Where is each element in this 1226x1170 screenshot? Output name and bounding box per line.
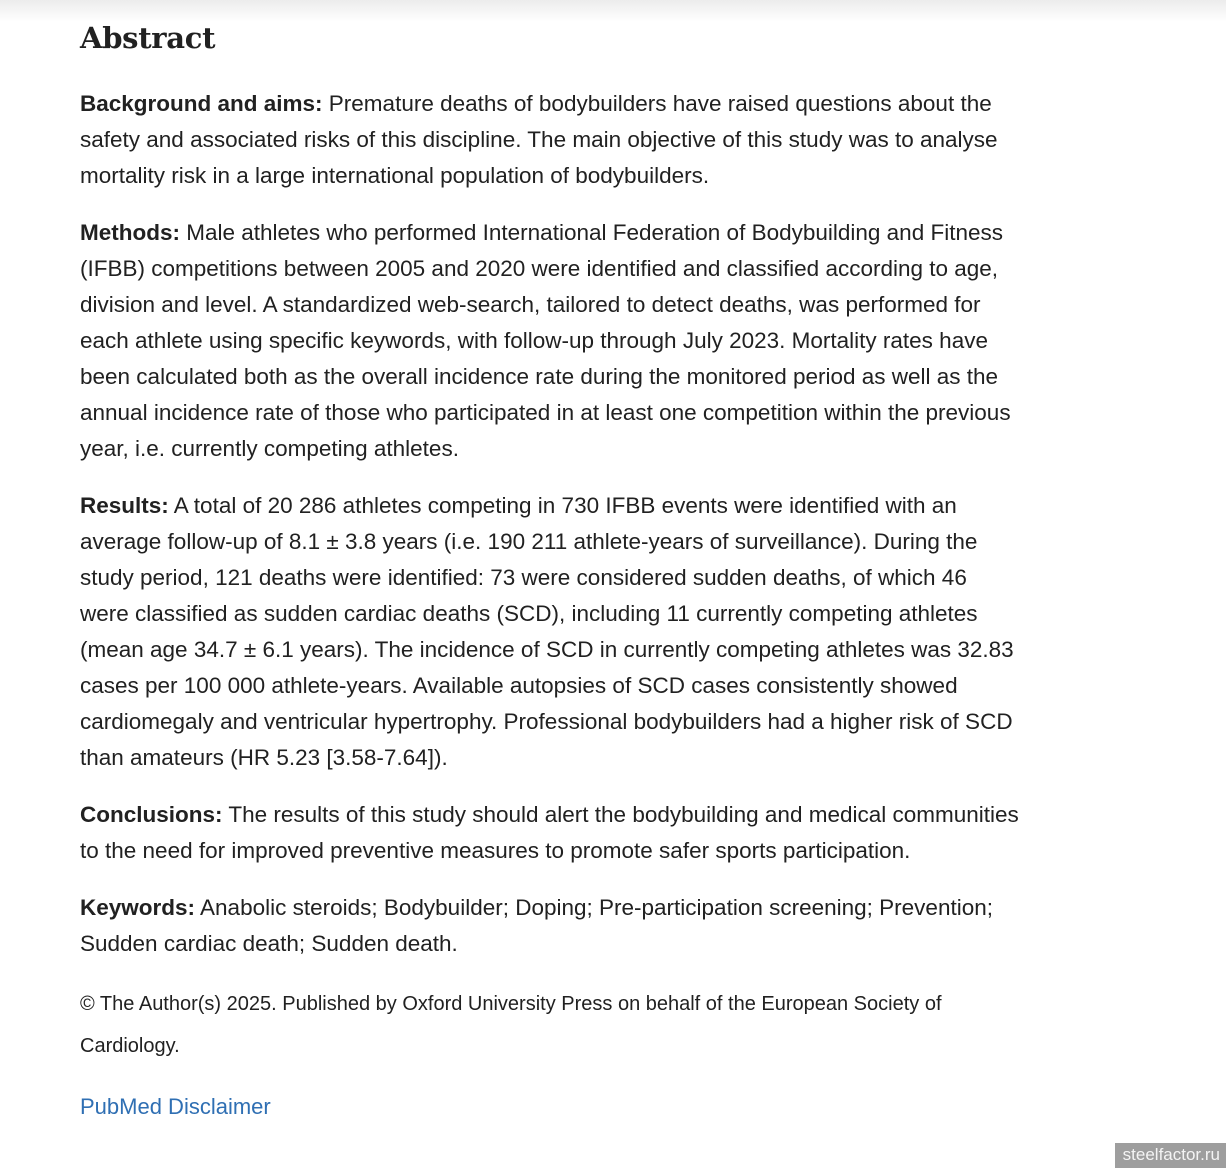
text-line: annual incidence rate of those who participated in at least one competition within the previous [80, 400, 1011, 425]
watermark: steelfactor.ru [1115, 1143, 1226, 1168]
text-line: division and level. A standardized web-search, tailored to detect deaths, was performed for [80, 292, 981, 317]
results-label: Results: [80, 493, 169, 518]
results-paragraph [80, 488, 1170, 776]
text-line [80, 86, 1170, 122]
conclusions-paragraph [80, 797, 1170, 869]
text-segment: The results of this study should alert the bodybuilding and medical communities [222, 802, 1019, 827]
text-line [80, 890, 1170, 926]
text-line: study period, 121 deaths were identified: 73 were considered sudden deaths, of which 46 [80, 565, 967, 590]
methods-paragraph [80, 215, 1170, 467]
text-line: than amateurs (HR 5.23 [3.58-7.64]). [80, 745, 448, 770]
text-line [80, 797, 1170, 833]
text-line [80, 488, 1170, 524]
text-line: been calculated both as the overall incidence rate during the monitored period as well as the [80, 364, 999, 389]
text-segment: Anabolic steroids; Bodybuilder; Doping; Pre-participation screening; Prevention; [195, 895, 993, 920]
text-line: to the need for improved preventive measures to promote safer sports participation. [80, 838, 911, 863]
text-line: were classified as sudden cardiac deaths (SCD), including 11 currently competing athletes [80, 601, 978, 626]
text-line: (mean age 34.7 ± 6.1 years). The incidence of SCD in currently competing athletes was 32.83 [80, 637, 1014, 662]
pubmed-disclaimer-link[interactable]: PubMed Disclaimer [80, 1094, 271, 1119]
keywords-paragraph [80, 890, 1170, 962]
abstract-heading: Abstract [80, 21, 216, 55]
text-line: each athlete using specific keywords, with follow-up through July 2023. Mortality rates have [80, 328, 988, 353]
text-segment: Male athletes who performed International Federation of Bodybuilding and Fitness [180, 220, 1003, 245]
copyright-notice [80, 983, 1170, 1067]
keywords-label: Keywords: [80, 895, 196, 920]
background-paragraph [80, 86, 1170, 194]
text-line: Sudden cardiac death; Sudden death. [80, 931, 458, 956]
text-line: © The Author(s) 2025. Published by Oxford University Press on behalf of the European Society of [80, 993, 942, 1015]
text-line: safety and associated risks of this discipline. The main objective of this study was to analyse [80, 127, 998, 152]
text-line: year, i.e. currently competing athletes. [80, 436, 459, 461]
text-line: (IFBB) competitions between 2005 and 2020 were identified and classified according to age, [80, 256, 999, 281]
conclusions-label: Conclusions: [80, 802, 223, 827]
text-line: average follow-up of 8.1 ± 3.8 years (i.e. 190 211 athlete-years of surveillance). During the [80, 529, 978, 554]
text-segment: Premature deaths of bodybuilders have raised questions about the [322, 91, 992, 116]
background-label: Background and aims: [80, 91, 323, 116]
abstract-section [80, 18, 1170, 1125]
text-line: mortality risk in a large international population of bodybuilders. [80, 163, 710, 188]
methods-label: Methods: [80, 220, 180, 245]
text-line: cardiomegaly and ventricular hypertrophy. Professional bodybuilders had a higher risk of SCD [80, 709, 1013, 734]
text-segment: A total of 20 286 athletes competing in 730 IFBB events were identified with an [168, 493, 957, 518]
text-line [80, 215, 1170, 251]
text-line: cases per 100 000 athlete-years. Available autopsies of SCD cases consistently showed [80, 673, 958, 698]
text-line: Cardiology. [80, 1035, 180, 1057]
